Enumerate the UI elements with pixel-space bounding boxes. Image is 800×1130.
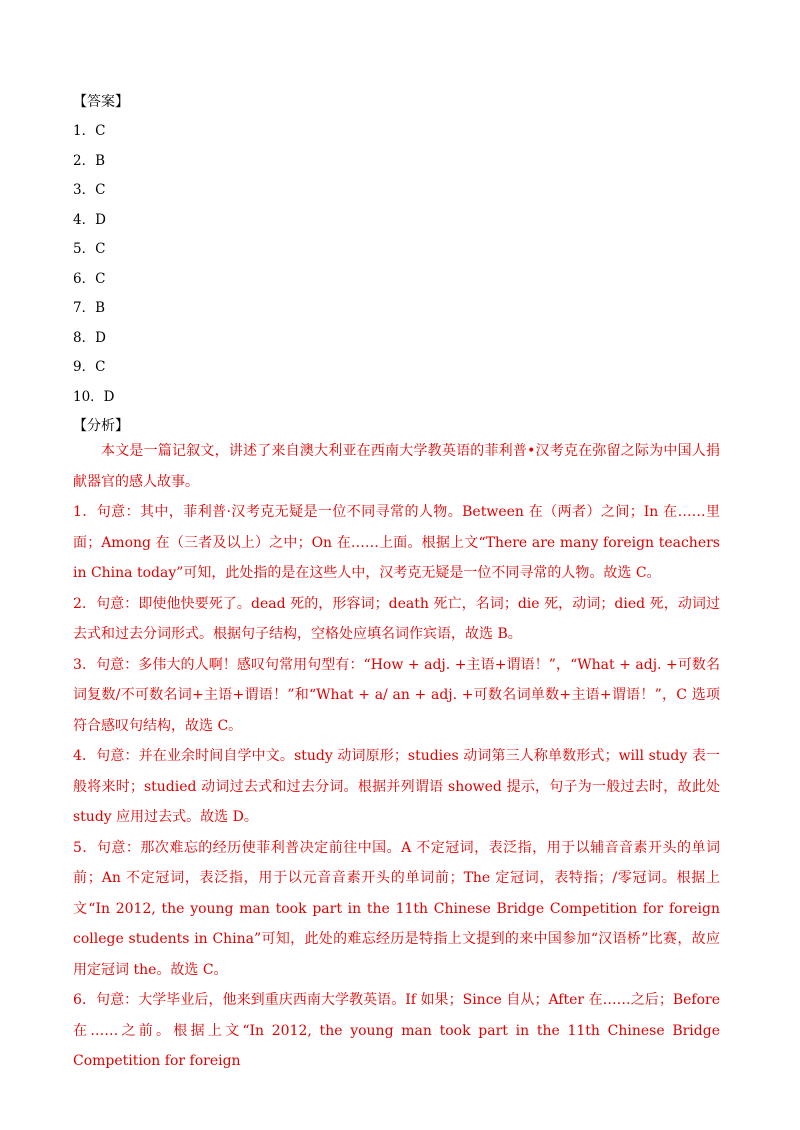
answer-heading: 【答案】 <box>73 94 129 110</box>
answer-list <box>73 121 720 416</box>
answer-item: 1．C <box>73 123 106 139</box>
explanation-6: 6．句意：大学毕业后，他来到重庆西南大学教英语。If 如果；Since 自从；After 在……之后；Before 在……之前。根据上文“In 2012, the young man took part in the 11th Chinese Bridge Competition for foreign <box>73 992 720 1069</box>
explanation-4: 4．句意：并在业余时间自学中文。study 动词原形；studies 动词第三人称单数形式；will study 表一般将来时；studied 动词过去式和过去分词。根据并列谓语 showed 提示，句子为一般过去时，故此处 study 应用过去式。故选 D。 <box>73 748 720 825</box>
intro-paragraph: 本文是一篇记叙文，讲述了来自澳大利亚在西南大学教英语的菲利普•汉考克在弥留之际为中国人捐献器官的感人故事。 <box>73 443 720 490</box>
answer-item: 3．C <box>73 182 106 198</box>
answer-item: 9．C <box>73 359 106 375</box>
explanation-3: 3．句意：多伟大的人啊！感叹句常用句型有：“How + adj. +主语+谓语！”，“What + adj. +可数名词复数/不可数名词+主语+谓语！”和“What + a/ an + adj. +可数名词单数+主语+谓语！”，C 选项符合感叹句结构，故选 C。 <box>73 656 720 734</box>
answer-item: 10．D <box>73 388 115 405</box>
answer-item: 2．B <box>73 152 106 169</box>
answer-item: 8．D <box>73 329 106 346</box>
analysis-heading: 【分析】 <box>73 418 129 434</box>
answer-item: 6．C <box>73 270 106 287</box>
explanation-2: 2．句意：即使他快要死了。dead 死的，形容词；death 死亡，名词；die 死，动词；died 死，动词过去式和过去分词形式。根据句子结构，空格处应填名词作宾语，故选 B。 <box>73 595 720 642</box>
answer-item: 7．B <box>73 300 106 316</box>
explanation-5: 5．句意：那次难忘的经历使菲利普决定前往中国。A 不定冠词，表泛指，用于以辅音音素开头的单词前；An 不定冠词，表泛指，用于以元音音素开头的单词前；The 定冠词，表特指；/零冠词。根据上文“In 2012, the young man took part in the 11th Chinese Bridge Competition for foreign college students in China”可知，此处的难忘经历是特指上文提到的来中国参加“汉语桥”比赛，故应用定冠词 the。故选 C。 <box>73 839 720 978</box>
explanation-1: 1．句意：其中，菲利普·汉考克无疑是一位不同寻常的人物。Between 在（两者）之间；In 在……里面；Among 在（三者及以上）之中；On 在……上面。根据上文“There are many foreign teachers in China today”可知，此处指的是在这些人中，汉考克无疑是一位不同寻常的人物。故选 C。 <box>73 504 720 581</box>
answer-item: 4．D <box>73 211 106 228</box>
answer-item: 5．C <box>73 241 106 257</box>
